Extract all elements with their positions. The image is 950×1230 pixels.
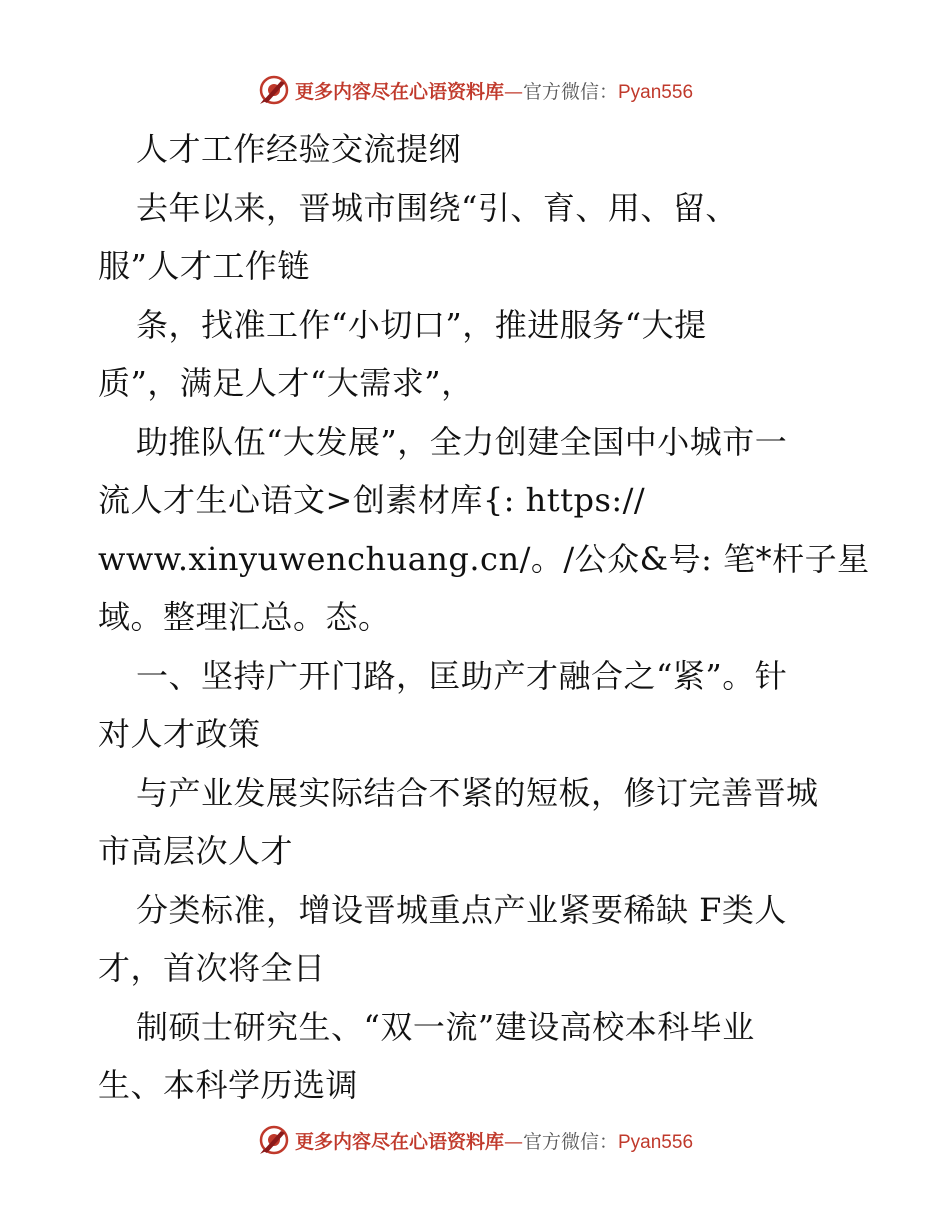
doc-line: 对人才政策: [98, 715, 261, 753]
footer-wechat-id: Pyan556: [618, 1131, 694, 1153]
doc-line: 制硕士研究生、“双一流”建设高校本科毕业: [136, 1007, 755, 1046]
doc-line: 助推队伍“大发展”，全力创建全国中小城市一: [136, 422, 788, 461]
footer-dash: —: [503, 1130, 523, 1153]
doc-line: 服”人才工作链: [98, 247, 310, 285]
doc-line: 流人才生心语文>创素材库{: https://: [98, 481, 646, 519]
doc-line: 市高层次人才: [98, 832, 294, 870]
header-site-text: 更多内容尽在心语资料库: [294, 80, 504, 103]
doc-line: 质”，满足人才“大需求”，: [98, 364, 474, 402]
header-dash: —: [503, 80, 523, 103]
doc-title: 人才工作经验交流提纲: [136, 130, 462, 168]
doc-line: 分类标准，增设晋城重点产业紧要稀缺 F类人: [136, 890, 787, 929]
footer-site-text: 更多内容尽在心语资料库: [294, 1130, 504, 1153]
doc-line: 才，首次将全日: [98, 949, 326, 987]
header-banner: [0, 70, 950, 110]
header-official-label: 官方微信：: [522, 80, 618, 103]
doc-line: www.xinyuwenchuang.cn/。/公众&号: 笔*杆子星: [98, 539, 870, 578]
doc-line: 域。整理汇总。态。: [98, 598, 391, 636]
footer-banner: [0, 1120, 950, 1160]
footer-official-label: 官方微信：: [522, 1130, 618, 1153]
header-wechat-id: Pyan556: [618, 81, 694, 103]
doc-line: 生、本科学历选调: [98, 1066, 359, 1104]
pen-logo-icon: [257, 73, 291, 107]
doc-line: 去年以来，晋城市围绕“引、育、用、留、: [136, 188, 738, 227]
document-body: [98, 120, 878, 1115]
pen-logo-icon: [257, 1123, 291, 1157]
doc-line: 条，找准工作“小切口”，推进服务“大提: [136, 305, 707, 344]
doc-line: 一、坚持广开门路，匡助产才融合之“紧”。针: [136, 656, 788, 695]
doc-line: 与产业发展实际结合不紧的短板，修订完善晋城: [136, 773, 819, 812]
